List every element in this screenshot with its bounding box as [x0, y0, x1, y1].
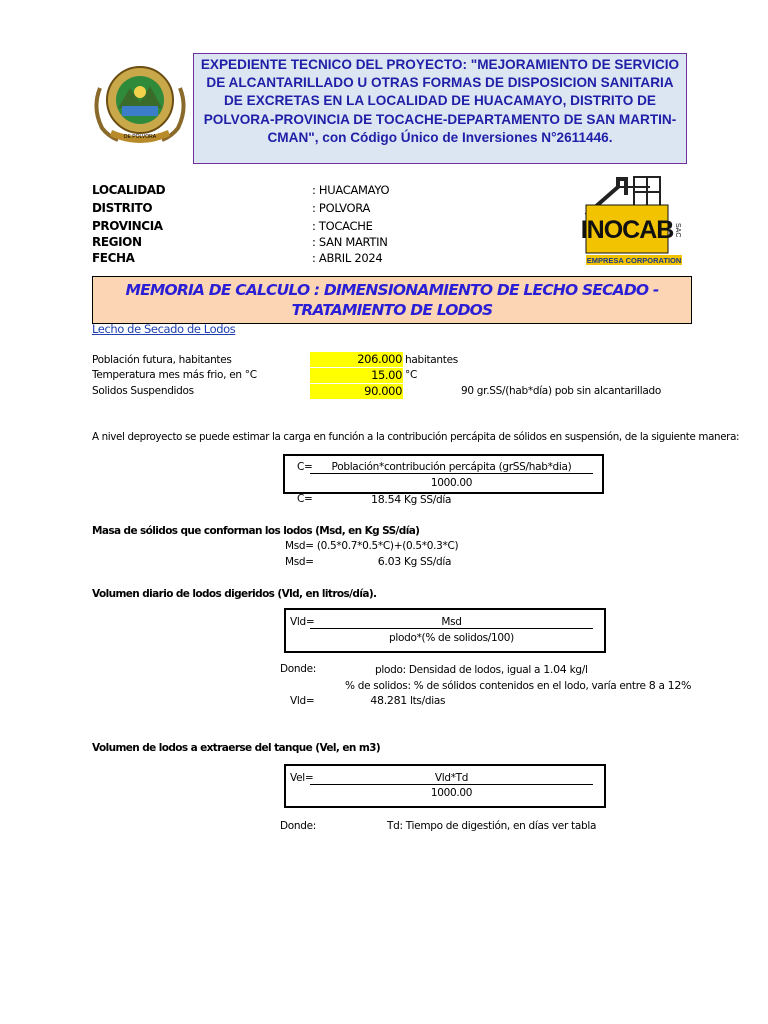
- formula-c-numerator: Población*contribución percápita (grSS/hab*dia): [310, 461, 593, 474]
- vld-note2: [345, 679, 691, 692]
- vld-result-value: 48.281: [370, 694, 407, 707]
- label-region: REGION: [92, 235, 142, 249]
- formula-vel-denominator: 1000.00: [430, 787, 473, 799]
- vld-note1-pre: plodo: Densidad de lodos, igual a: [375, 664, 541, 676]
- input-value-poblacion[interactable]: 206.000: [310, 352, 403, 367]
- input-label-temperatura: Temperatura mes más frio, en °C: [92, 369, 257, 381]
- logo-sub-text: EMPRESA CORPORATION: [586, 256, 682, 265]
- vel-heading: Volumen de lodos a extraerse del tanque (Vel, en m3): [92, 742, 381, 754]
- vld-note1-unit: kg/l: [569, 664, 588, 676]
- input-unit-poblacion: habitantes: [405, 354, 458, 366]
- logo-side-text: SAC: [674, 223, 681, 238]
- memoria-line-2: TRATAMIENTO DE LODOS: [291, 301, 493, 319]
- msd-result-value: 6.03: [377, 555, 401, 568]
- section-link[interactable]: Lecho de Secado de Lodos: [92, 322, 236, 336]
- formula-c-result-value: 18.54: [371, 493, 401, 506]
- vld-heading: Volumen diario de lodos digeridos (Vld, en litros/día).: [92, 588, 377, 600]
- formula-vld-denominator: plodo*(% de solidos/100): [389, 632, 514, 644]
- label-provincia: PROVINCIA: [92, 219, 163, 233]
- vld-note2-b: 12%: [667, 679, 692, 692]
- input-label-poblacion: Población futura, habitantes: [92, 354, 232, 366]
- input-unit-temperatura: °C: [405, 369, 417, 381]
- formula-vel-box: [284, 764, 606, 808]
- vld-note1-val: 1.04: [543, 663, 567, 676]
- formula-vel-lhs: Vel=: [290, 772, 314, 784]
- msd-result-unit: Kg SS/día: [404, 556, 452, 568]
- formula-c-result-lhs: C=: [297, 493, 313, 505]
- formula-vel-numerator: Vld*Td: [310, 772, 593, 785]
- value-provincia: : TOCACHE: [312, 219, 373, 233]
- inocab-logo: [582, 175, 686, 267]
- value-distrito: : POLVORA: [312, 201, 371, 215]
- label-distrito: DISTRITO: [92, 201, 153, 215]
- input-unit-solidos: 90 gr.SS/(hab*día) pob sin alcantarillado: [461, 385, 662, 397]
- msd-heading: Masa de sólidos que conforman los lodos (Msd, en Kg SS/día): [92, 525, 420, 537]
- intro-paragraph: A nivel deproyecto se puede estimar la carga en función a la contribución percápita de sólidos en suspensión, de la siguiente manera:: [92, 431, 740, 443]
- logo-brand-text: INOCAB: [582, 216, 674, 244]
- municipality-logo: [88, 58, 192, 148]
- vld-donde: Donde:: [280, 663, 317, 675]
- formula-c-denominator: 1000.00: [430, 477, 473, 489]
- vld-note1: [375, 663, 588, 676]
- vld-note2-a: 8: [648, 679, 656, 692]
- msd-formula: Msd= (0.5*0.7*0.5*C)+(0.5*0.3*C): [285, 540, 459, 552]
- value-fecha: : ABRIL 2024: [312, 251, 383, 265]
- logo-left-bottom-text: DE POLVORA: [123, 134, 157, 140]
- memoria-heading-box: [92, 276, 692, 324]
- project-title: EXPEDIENTE TECNICO DEL PROYECTO: "MEJORAMIENTO DE SERVICIO DE ALCANTARILLADO U OTRAS FORMAS DE DISPOSICION SANITARIA DE EXCRETAS EN LA LOCALIDAD DE HUACAMAYO, DISTRITO DE POLVORA-PROVINCIA DE TOCACHE-DEPARTAMENTO DE SAN MARTIN-CMAN", con Código Único de Inversiones N°2611446.: [200, 57, 680, 145]
- project-title-box: [193, 53, 687, 164]
- label-fecha: FECHA: [92, 251, 135, 265]
- formula-vld-lhs: Vld=: [290, 616, 315, 628]
- msd-result-lhs: Msd=: [285, 556, 314, 568]
- vld-result-unit: lts/dias: [410, 695, 446, 707]
- vel-note: Td: Tiempo de digestión, en días ver tabla: [387, 820, 597, 832]
- vld-note2-pre: % de solidos: % de sólidos contenidos en el lodo, varía entre: [345, 680, 646, 692]
- input-label-solidos: Solidos Suspendidos: [92, 385, 194, 397]
- vld-note2-mid: a: [658, 680, 665, 692]
- formula-vld-box: [284, 608, 606, 653]
- value-region: : SAN MARTIN: [312, 235, 388, 249]
- label-localidad: LOCALIDAD: [92, 183, 166, 197]
- input-value-solidos[interactable]: 90.000: [310, 384, 403, 399]
- formula-vld-numerator: Msd: [310, 616, 593, 629]
- formula-c-lhs: C=: [297, 461, 313, 473]
- vld-result-lhs: Vld=: [290, 695, 315, 707]
- input-value-temperatura[interactable]: 15.00: [310, 368, 403, 383]
- memoria-line-1: MEMORIA DE CALCULO : DIMENSIONAMIENTO DE LECHO SECADO -: [125, 281, 659, 299]
- value-localidad: : HUACAMAYO: [312, 183, 390, 197]
- formula-c-result-unit: Kg SS/día: [404, 494, 452, 506]
- vel-donde: Donde:: [280, 820, 317, 832]
